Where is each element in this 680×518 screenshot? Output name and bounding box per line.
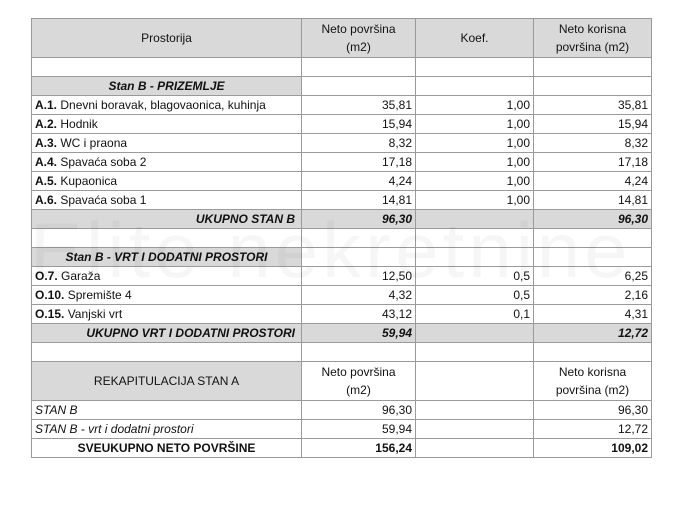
grand-total-label: SVEUKUPNO NETO POVRŠINE (32, 439, 302, 458)
header-koef: Koef. (416, 19, 534, 58)
section2-title: Stan B - VRT I DODATNI PROSTORI (32, 248, 302, 267)
section2-total-area: 59,94 (302, 324, 416, 343)
net-cell: 6,25 (534, 267, 652, 286)
table-row (32, 305, 652, 324)
room-code: O.15. (35, 307, 65, 321)
recap-net: 12,72 (534, 420, 652, 439)
section-title-row (32, 77, 652, 96)
section2-rows (32, 267, 652, 324)
header-neto-povrsina-line2: (m2) (346, 40, 371, 54)
coef-cell: 1,00 (416, 96, 534, 115)
recap-empty (416, 420, 534, 439)
room-code: O.7. (35, 269, 58, 283)
section1-total-area: 96,30 (302, 210, 416, 229)
section1-total-label: UKUPNO STAN B (32, 210, 302, 229)
header-neto-povrsina (302, 19, 416, 58)
room-name: Spavaća soba 1 (57, 193, 147, 207)
spacer-row (32, 229, 652, 248)
header-neto-korisna-line2: površina (m2) (555, 40, 630, 54)
room-cell (32, 267, 302, 286)
coef-cell: 1,00 (416, 191, 534, 210)
grand-total-area: 156,24 (302, 439, 416, 458)
area-cell: 15,94 (302, 115, 416, 134)
room-code: A.5. (35, 174, 58, 188)
header-neto-povrsina-line1: Neto površina (321, 22, 396, 36)
section2-total-label: UKUPNO VRT I DODATNI PROSTORI (32, 324, 302, 343)
room-code: A.2. (35, 117, 58, 131)
coef-cell: 0,5 (416, 267, 534, 286)
room-cell (32, 96, 302, 115)
room-cell (32, 153, 302, 172)
net-cell: 35,81 (534, 96, 652, 115)
room-cell (32, 115, 302, 134)
room-code: A.1. (35, 98, 58, 112)
area-cell: 14,81 (302, 191, 416, 210)
table-row (32, 172, 652, 191)
room-code: A.3. (35, 136, 58, 150)
room-code: A.4. (35, 155, 58, 169)
section1-rows (32, 96, 652, 210)
table-row (32, 191, 652, 210)
net-cell: 4,24 (534, 172, 652, 191)
table-row (32, 134, 652, 153)
room-cell (32, 191, 302, 210)
header-neto-korisna (534, 19, 652, 58)
recap-name: STAN B - vrt i dodatni prostori (32, 420, 302, 439)
room-cell (32, 286, 302, 305)
room-code: A.6. (35, 193, 58, 207)
grand-total-net: 109,02 (534, 439, 652, 458)
room-name: Spremište 4 (64, 288, 132, 302)
recap-area: 96,30 (302, 401, 416, 420)
room-cell (32, 134, 302, 153)
area-cell: 17,18 (302, 153, 416, 172)
coef-cell: 1,00 (416, 115, 534, 134)
header-neto-korisna-line1: Neto korisna (558, 22, 627, 36)
table-row (32, 267, 652, 286)
section2-total-row (32, 324, 652, 343)
room-name: Kupaonica (57, 174, 118, 188)
area-cell: 4,24 (302, 172, 416, 191)
net-cell: 14,81 (534, 191, 652, 210)
section2-total-net: 12,72 (534, 324, 652, 343)
recap-header-neto-povrsina (302, 362, 416, 401)
room-cell (32, 172, 302, 191)
net-cell: 4,31 (534, 305, 652, 324)
recap-header-net-line2: površina (m2) (555, 383, 630, 397)
section1-total-net: 96,30 (534, 210, 652, 229)
net-cell: 15,94 (534, 115, 652, 134)
table-row (32, 115, 652, 134)
area-cell: 12,50 (302, 267, 416, 286)
spacer-row (32, 58, 652, 77)
table-row (32, 96, 652, 115)
room-cell (32, 305, 302, 324)
coef-cell: 1,00 (416, 153, 534, 172)
section1-total-row (32, 210, 652, 229)
grand-total-row (32, 439, 652, 458)
recap-area: 59,94 (302, 420, 416, 439)
coef-cell: 1,00 (416, 172, 534, 191)
net-cell: 2,16 (534, 286, 652, 305)
recap-header-area-line2: (m2) (346, 383, 371, 397)
table-row (32, 153, 652, 172)
recap-header-net-line1: Neto korisna (558, 365, 627, 379)
net-cell: 8,32 (534, 134, 652, 153)
coef-cell: 0,5 (416, 286, 534, 305)
header-prostorija: Prostorija (32, 19, 302, 58)
room-name: Spavaća soba 2 (57, 155, 147, 169)
recap-empty (416, 401, 534, 420)
table-row (32, 401, 652, 420)
area-table (31, 18, 652, 458)
table-row (32, 420, 652, 439)
area-cell: 35,81 (302, 96, 416, 115)
recap-header-neto-korisna (534, 362, 652, 401)
recap-header-row (32, 362, 652, 401)
room-name: WC i praona (57, 136, 128, 150)
area-cell: 4,32 (302, 286, 416, 305)
recap-header-area-line1: Neto površina (321, 365, 396, 379)
room-code: O.10. (35, 288, 65, 302)
table-row (32, 286, 652, 305)
room-name: Vanjski vrt (64, 307, 123, 321)
section1-title: Stan B - PRIZEMLJE (32, 77, 302, 96)
recap-name: STAN B (32, 401, 302, 420)
coef-cell: 1,00 (416, 134, 534, 153)
coef-cell: 0,1 (416, 305, 534, 324)
table-header-row (32, 19, 652, 58)
section-title-row (32, 248, 652, 267)
area-cell: 43,12 (302, 305, 416, 324)
room-name: Dnevni boravak, blagovaonica, kuhinja (57, 98, 266, 112)
area-cell: 8,32 (302, 134, 416, 153)
room-name: Garaža (57, 269, 101, 283)
room-name: Hodnik (57, 117, 98, 131)
spacer-row (32, 343, 652, 362)
recap-rows (32, 401, 652, 439)
net-cell: 17,18 (534, 153, 652, 172)
recap-net: 96,30 (534, 401, 652, 420)
recap-title: REKAPITULACIJA STAN A (32, 362, 302, 401)
